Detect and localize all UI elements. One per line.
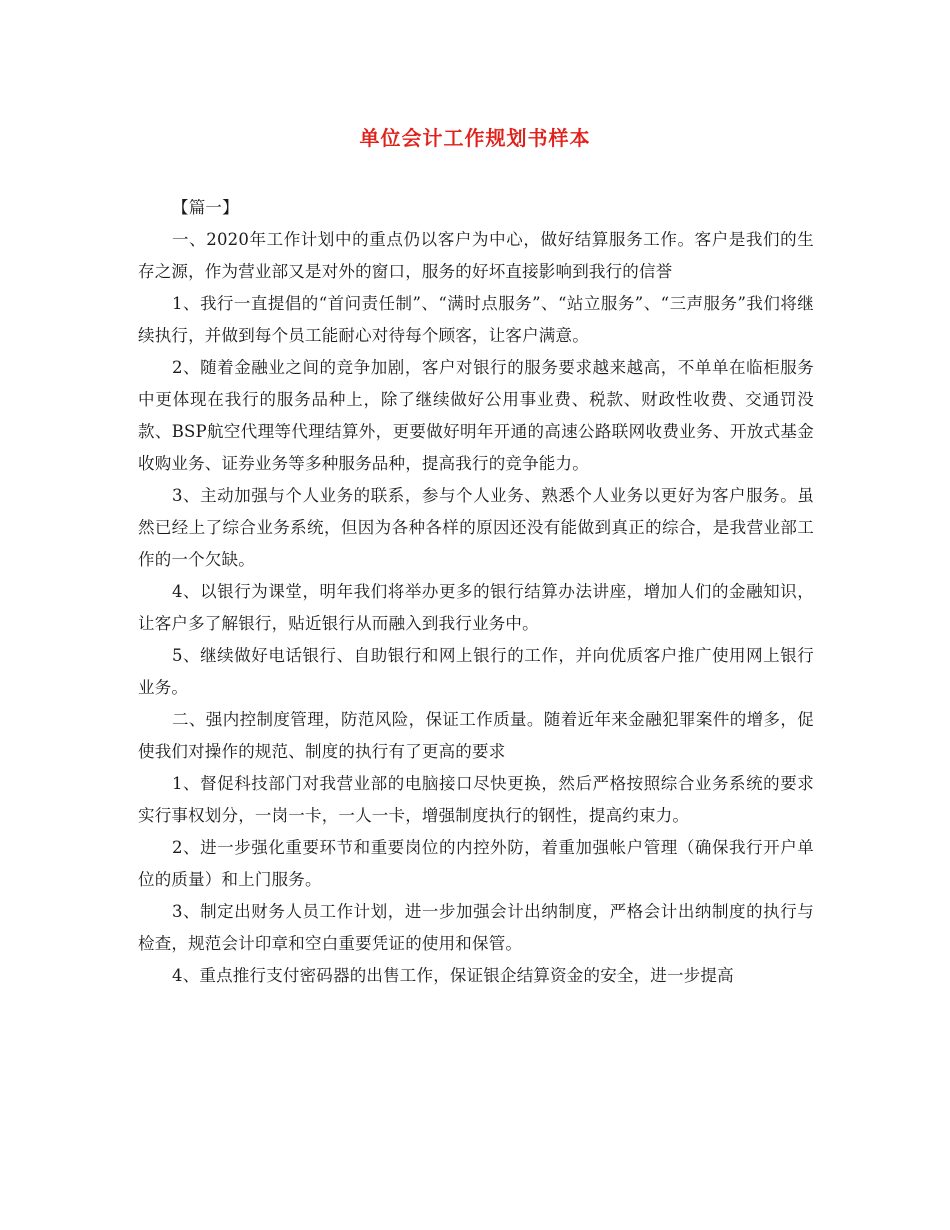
paragraph: 4、以银行为课堂，明年我们将举办更多的银行结算办法讲座，增加人们的金融知识，让客户多了解银行，贴近银行从而融入到我行业务中。 [138, 582, 814, 633]
paragraph: 一、2020年工作计划中的重点仍以客户为中心，做好结算服务工作。客户是我们的生存之源，作为营业部又是对外的窗口，服务的好坏直接影响到我行的信誉 [138, 230, 814, 281]
paragraph: 二、强内控制度管理，防范风险，保证工作质量。随着近年来金融犯罪案件的增多，促使我们对操作的规范、制度的执行有了更高的要求 [138, 710, 814, 761]
paragraph: 5、继续做好电话银行、自助银行和网上银行的工作，并向优质客户推广使用网上银行业务。 [138, 646, 814, 697]
document-title: 单位会计工作规划书样本 [359, 126, 591, 150]
section-heading: 【篇一】 [172, 198, 239, 217]
paragraph: 3、制定出财务人员工作计划，进一步加强会计出纳制度，严格会计出纳制度的执行与检查，规范会计印章和空白重要凭证的使用和保管。 [138, 902, 814, 953]
paragraph: 2、进一步强化重要环节和重要岗位的内控外防，着重加强帐户管理（确保我行开户单位的质量）和上门服务。 [138, 838, 814, 889]
document-body [138, 192, 814, 992]
paragraph: 3、主动加强与个人业务的联系，参与个人业务、熟悉个人业务以更好为客户服务。虽然已经上了综合业务系统，但因为各种各样的原因还没有能做到真正的综合，是我营业部工作的一个欠缺。 [138, 486, 814, 569]
paragraph: 1、督促科技部门对我营业部的电脑接口尽快更换，然后严格按照综合业务系统的要求实行事权划分，一岗一卡，一人一卡，增强制度执行的钢性，提高约束力。 [138, 774, 814, 825]
paragraph: 2、随着金融业之间的竞争加剧，客户对银行的服务要求越来越高，不单单在临柜服务中更体现在我行的服务品种上，除了继续做好公用事业费、税款、财政性收费、交通罚没款、BSP航空代理等代理结算外，更要做好明年开通的高速公路联网收费业务、开放式基金收购业务、证券业务等多种服务品种，提高我行的竞争能力。 [138, 358, 814, 473]
paragraph: 1、我行一直提倡的“首问责任制”、“满时点服务”、“站立服务”、“三声服务”我们将继续执行，并做到每个员工能耐心对待每个顾客，让客户满意。 [138, 294, 814, 345]
paragraph: 4、重点推行支付密码器的出售工作，保证银企结算资金的安全，进一步提高 [172, 966, 734, 985]
